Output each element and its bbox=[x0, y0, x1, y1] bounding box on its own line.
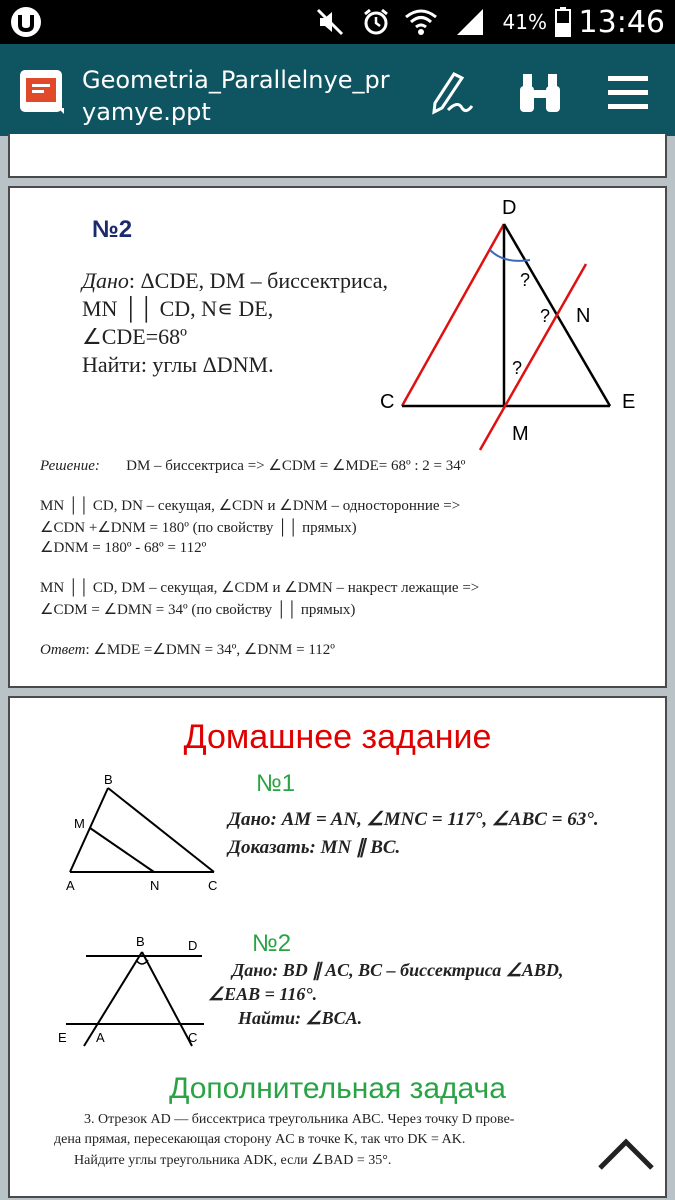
solution-text1: DM – биссектриса => ∠CDM = ∠MDE= 68º : 2 = 34º bbox=[126, 458, 466, 474]
slide-homework[interactable] bbox=[8, 696, 667, 1198]
mute-icon bbox=[312, 0, 348, 44]
label-m: M bbox=[512, 423, 529, 445]
answer-label: Ответ bbox=[40, 642, 86, 658]
label-c: C bbox=[380, 391, 395, 413]
given-line3: ∠CDE=68º bbox=[82, 324, 187, 349]
alarm-icon bbox=[358, 0, 394, 44]
solution-line4: ∠DNM = 180º - 68º = 112º bbox=[40, 540, 207, 556]
given-line2: MN ││ CD, N∊ DE, bbox=[82, 296, 274, 321]
label-d: D bbox=[502, 197, 517, 219]
document-title bbox=[82, 64, 402, 128]
task2-find: Найти: ∠BCA. bbox=[238, 1008, 363, 1028]
question-2: ? bbox=[540, 306, 551, 326]
menu-icon[interactable] bbox=[606, 72, 650, 117]
ppt-file-icon[interactable] bbox=[18, 68, 66, 121]
slide-problem-2[interactable] bbox=[8, 186, 667, 688]
binoculars-icon[interactable] bbox=[518, 72, 562, 119]
extra-task-title: Дополнительная задача bbox=[169, 1072, 506, 1105]
solution-line3: ∠CDN +∠DNM = 180º (по свойству ││ прямых) bbox=[40, 520, 357, 536]
problem-number: №2 bbox=[92, 216, 133, 243]
app-bar bbox=[0, 44, 675, 136]
task2-given-line2: ∠EAB = 116°. bbox=[208, 984, 318, 1004]
document-title-line2: yamye.ppt bbox=[82, 98, 211, 126]
answer-text: : ∠MDE =∠DMN = 34º, ∠DNM = 112º bbox=[85, 642, 335, 658]
task1-label-b: B bbox=[104, 772, 113, 787]
signal-icon bbox=[452, 0, 488, 44]
solution-line5: MN ││ CD, DM – секущая, ∠CDM и ∠DMN – накрест лежащие => bbox=[40, 580, 480, 596]
task2-number: №2 bbox=[252, 930, 292, 957]
task1-label-c: C bbox=[208, 878, 218, 893]
segment-mn bbox=[480, 264, 586, 450]
scroll-up-chevron-icon[interactable] bbox=[596, 1134, 656, 1179]
wifi-icon bbox=[402, 0, 440, 44]
document-title-line1: Geometria_Parallelnye_pr bbox=[82, 66, 390, 94]
answer-line bbox=[40, 640, 335, 659]
task2-label-d: D bbox=[188, 938, 198, 953]
task1-prove: Доказать: MN ∥ BC. bbox=[228, 837, 401, 858]
extra-task-line3: Найдите углы треугольника ADK, если ∠BAD = 35°. bbox=[74, 1153, 392, 1168]
task2-label-a: A bbox=[96, 1030, 105, 1045]
label-n: N bbox=[576, 305, 591, 327]
battery-percent: 41% bbox=[502, 10, 547, 34]
solution-line2: MN ││ CD, DN – секущая, ∠CDN и ∠DNM – односторонние => bbox=[40, 498, 461, 514]
clock: 13:46 bbox=[578, 4, 665, 40]
task2-given-line1: Дано: BD ∥ AC, BC – биссектриса ∠ABD, bbox=[232, 960, 564, 980]
given-text1: : ΔCDE, DM – биссектриса, bbox=[128, 268, 389, 293]
slide-previous[interactable] bbox=[8, 134, 667, 178]
find-line: Найти: углы ΔDNM. bbox=[82, 352, 274, 377]
solution-line1 bbox=[40, 456, 465, 475]
task2-label-c: C bbox=[188, 1030, 198, 1045]
label-e: E bbox=[622, 391, 636, 413]
segment-cd bbox=[402, 224, 504, 406]
extra-task-line1: 3. Отрезок AD — биссектриса треугольника ABC. Через точку D прове- bbox=[84, 1112, 515, 1127]
battery-icon bbox=[553, 0, 573, 44]
pen-icon[interactable] bbox=[428, 70, 474, 121]
task1-label-n: N bbox=[150, 878, 160, 893]
task2-figure bbox=[46, 930, 226, 1050]
task2-label-e: E bbox=[58, 1030, 67, 1045]
question-1: ? bbox=[520, 270, 531, 290]
task1-label-a: A bbox=[66, 878, 75, 893]
status-bar bbox=[0, 0, 675, 44]
question-3: ? bbox=[512, 358, 523, 378]
task1-figure bbox=[50, 770, 230, 900]
task2-label-b: B bbox=[136, 934, 145, 949]
solution-line6: ∠CDM = ∠DMN = 34º (по свойству ││ прямых) bbox=[40, 602, 356, 618]
given-label: Дано bbox=[82, 268, 129, 293]
homework-title: Домашнее задание bbox=[183, 718, 492, 756]
extra-task-line2: дена прямая, пересекающая сторону AC в точке K, так что DK = AK. bbox=[54, 1132, 466, 1147]
solution-label: Решение: bbox=[40, 458, 100, 474]
task1-given: Дано: AM = AN, ∠MNC = 117°, ∠ABC = 63°. bbox=[228, 809, 599, 830]
task1-label-m: M bbox=[74, 816, 85, 831]
app-icon bbox=[6, 0, 46, 44]
task1-number: №1 bbox=[256, 770, 296, 797]
